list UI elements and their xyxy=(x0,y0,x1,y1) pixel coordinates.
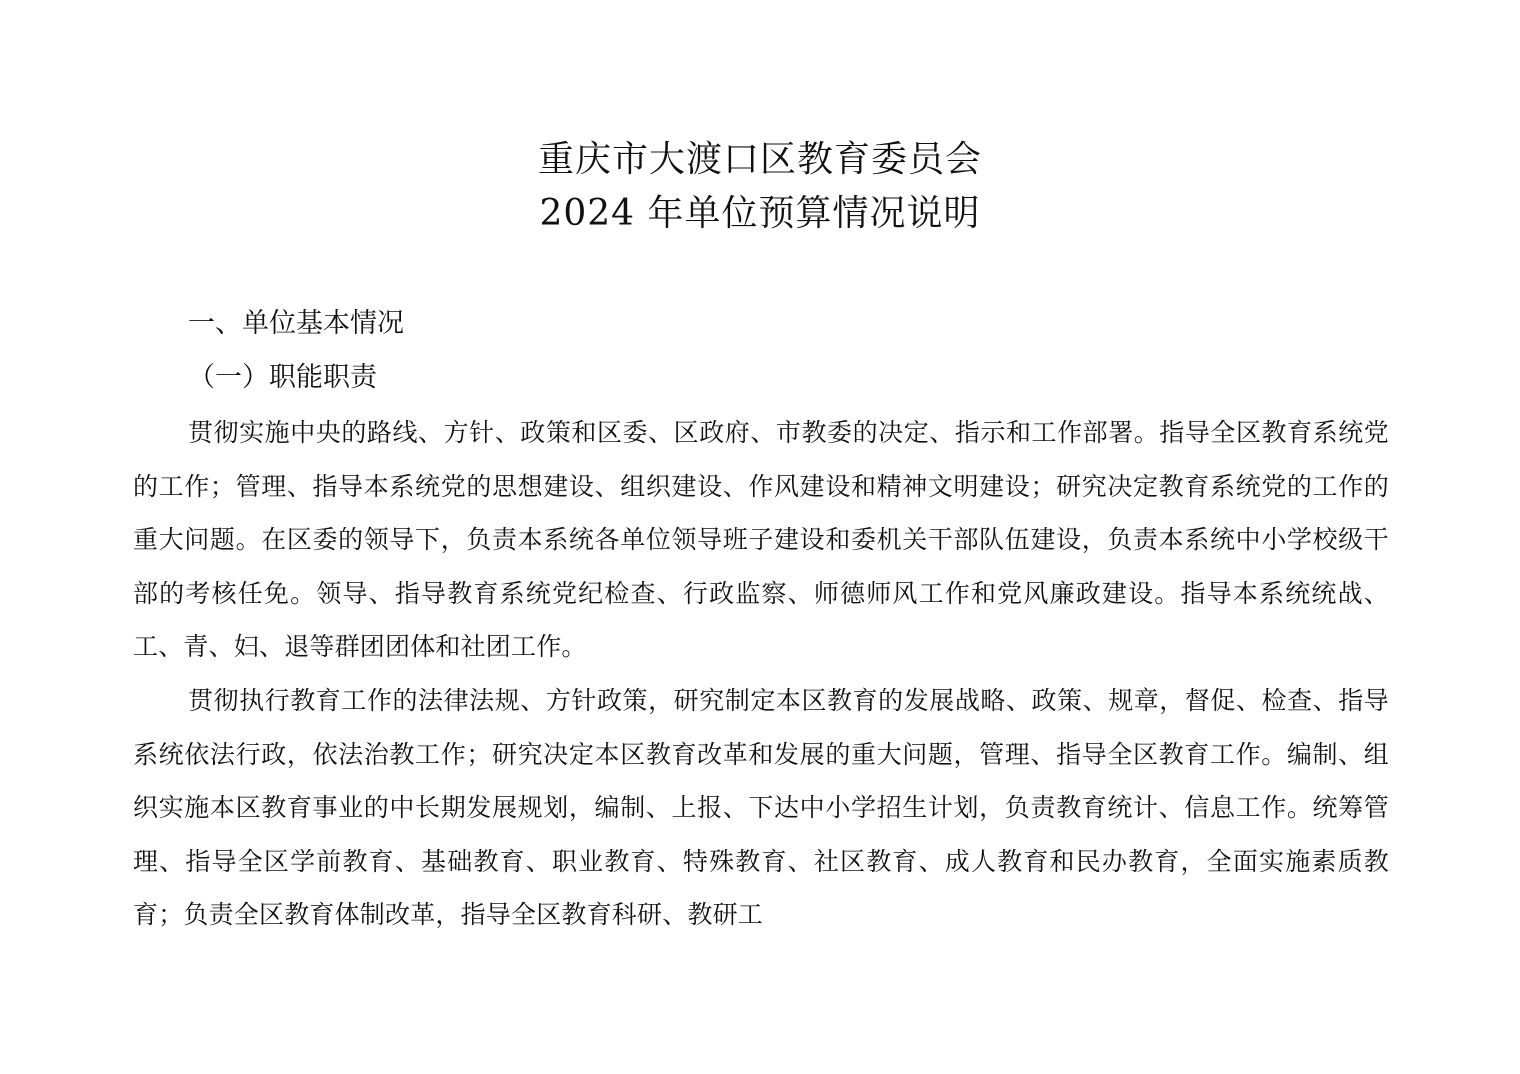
body-paragraph: 贯彻实施中央的路线、方针、政策和区委、区政府、市教委的决定、指示和工作部署。指导全区教育系统党的工作；管理、指导本系统党的思想建设、组织建设、作风建设和精神文明建设；研究决定教育系统党的工作的重大问题。在区委的领导下，负责本系统各单位领导班子建设和委机关干部队伍建设，负责本系统中小学校级干部的考核任免。领导、指导教育系统党纪检查、行政监察、师德师风工作和党风廉政建设。指导本系统统战、工、青、妇、退等群团团体和社团工作。 xyxy=(133,418,1389,661)
section-heading: 一、单位基本情况 xyxy=(188,308,404,339)
subsection-heading: （一）职能职责 xyxy=(188,362,377,393)
document-title-line2: 2024 年单位预算情况说明 xyxy=(539,193,981,234)
document-title-line1: 重庆市大渡口区教育委员会 xyxy=(537,139,982,180)
body-paragraph: 贯彻执行教育工作的法律法规、方针政策，研究制定本区教育的发展战略、政策、规章，督促、检查、指导系统依法行政，依法治教工作；研究决定本区教育改革和发展的重大问题，管理、指导全区教育工作。编制、组织实施本区教育事业的中长期发展规划，编制、上报、下达中小学招生计划，负责教育统计、信息工作。统筹管理、指导全区学前教育、基础教育、职业教育、特殊教育、社区教育、成人教育和民办教育，全面实施素质教育；负责全区教育体制改革，指导全区教育科研、教研工 xyxy=(133,686,1389,929)
